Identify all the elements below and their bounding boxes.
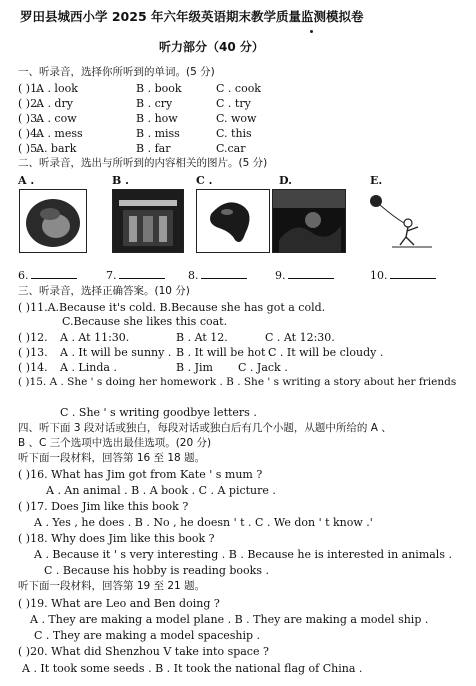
option-b: B . cry — [136, 97, 173, 110]
section4-heading-line1: 四、听下面 3 段对话或独白，每段对话或独白后有几个小题，从题中所给的 A 、 — [18, 422, 392, 434]
option-a: A . look — [36, 82, 78, 95]
option-a: A . At 11:30. — [60, 331, 130, 344]
material-1-intro: 听下面一段材料，回答第 16 至 18 题。 — [18, 452, 206, 464]
option-c: C. this — [216, 127, 252, 140]
question-15-option-c: C . She ' s writing goodbye letters . — [60, 406, 257, 419]
answer-blank-10[interactable] — [370, 268, 436, 282]
picture-letter-d: D. — [279, 174, 292, 187]
option-b: B . far — [136, 142, 171, 155]
picture-a-image — [19, 189, 87, 253]
question-16: ( )16. What has Jim got from Kate ' s mum ? — [18, 468, 263, 481]
answer-blank-9[interactable] — [275, 268, 334, 282]
question-1 — [18, 82, 458, 95]
question-number: ( )4. — [18, 127, 41, 140]
picture-c-image — [196, 189, 270, 253]
blank-number: 6. — [18, 269, 29, 282]
blank-number: 10. — [370, 269, 388, 282]
option-b: B . miss — [136, 127, 180, 140]
question-5 — [18, 142, 458, 155]
question-17-options: A . Yes , he does . B . No , he doesn ' t . C . We don ' t know .' — [34, 516, 373, 529]
question-number: ( )3. — [18, 112, 41, 125]
option-b: B . how — [136, 112, 178, 125]
option-a: A. bark — [36, 142, 77, 155]
question-20: ( )20. What did Shenzhou V take into space ? — [18, 645, 269, 658]
option-a: A . cow — [36, 112, 77, 125]
listening-part-heading: 听力部分（40 分） — [159, 40, 264, 54]
answer-blank-6[interactable] — [18, 268, 77, 282]
option-b: B . Jim — [176, 361, 213, 374]
question-20-options-ab: A . It took some seeds . B . It took the national flag of China . — [22, 662, 363, 675]
option-b: B . It will be hot . — [176, 346, 273, 359]
option-c: C . Jack . — [238, 361, 288, 374]
answer-blank-7[interactable] — [106, 268, 165, 282]
question-19: ( )19. What are Leo and Ben doing ? — [18, 597, 220, 610]
picture-e-image — [362, 189, 436, 251]
question-19-option-c: C . They are making a model spaceship . — [34, 629, 261, 642]
question-18-options-ab: A . Because it ' s very interesting . B . Because he is interested in animals . — [34, 548, 452, 561]
picture-letter-b: B . — [112, 174, 129, 187]
question-11-option-c: C.Because she likes this coat. — [62, 315, 228, 328]
question-number: ( )13. — [18, 346, 48, 359]
question-13 — [18, 346, 458, 359]
ink-dot — [310, 30, 313, 33]
exam-title: 罗田县城西小学 2025 年六年级英语期末教学质量监测模拟卷 — [20, 9, 364, 24]
option-c: C.car — [216, 142, 246, 155]
option-b: B . book — [136, 82, 182, 95]
option-a: A . mess — [36, 127, 83, 140]
blank-number: 8. — [188, 269, 199, 282]
question-number: ( )12. — [18, 331, 48, 344]
question-17: ( )17. Does Jim like this book ? — [18, 500, 189, 513]
option-c: C. wow — [216, 112, 257, 125]
option-a: A . dry — [36, 97, 73, 110]
picture-b-image — [112, 189, 184, 253]
question-16-options: A . An animal . B . A book . C . A picture . — [46, 484, 276, 497]
option-c: C . try — [216, 97, 251, 110]
question-14 — [18, 361, 458, 374]
question-number: ( )14. — [18, 361, 48, 374]
picture-letter-c: C . — [196, 174, 213, 187]
section1-heading: 一、听录音，选择你所听到的单词。(5 分) — [18, 66, 215, 78]
question-2 — [18, 97, 458, 110]
question-number: ( )2. — [18, 97, 41, 110]
picture-letter-e: E. — [370, 174, 383, 187]
option-a: A . It will be sunny . — [60, 346, 172, 359]
question-4 — [18, 127, 458, 140]
question-11: ( )11.A.Because it's cold. B.Because she has got a cold. — [18, 301, 326, 314]
section3-heading: 三、听录音，选择正确答案。(10 分) — [18, 285, 190, 297]
picture-letter-a: A . — [18, 174, 35, 187]
material-2-intro: 听下面一段材料，回答第 19 至 21 题。 — [18, 580, 206, 592]
question-15: ( )15. A . She ' s doing her homework . B . She ' s writing a story about her friends — [18, 376, 457, 388]
question-number: ( )1. — [18, 82, 41, 95]
blank-number: 7. — [106, 269, 117, 282]
option-c: C . At 12:30. — [265, 331, 335, 344]
option-c: C . It will be cloudy . — [268, 346, 384, 359]
picture-d-image — [272, 189, 346, 253]
answer-blank-8[interactable] — [188, 268, 247, 282]
blank-number: 9. — [275, 269, 286, 282]
question-number: ( )5. — [18, 142, 41, 155]
question-18-option-c: C . Because his hobby is reading books . — [44, 564, 269, 577]
section2-heading: 二、听录音，选出与所听到的内容相关的图片。(5 分) — [18, 157, 268, 169]
option-c: C . cook — [216, 82, 261, 95]
question-12 — [18, 331, 458, 344]
section4-heading-line2: B 、C 三个选项中选出最佳选项。(20 分) — [18, 437, 212, 449]
option-a: A . Linda . — [60, 361, 117, 374]
question-19-options-ab: A . They are making a model plane . B . They are making a model ship . — [30, 613, 429, 626]
option-b: B . At 12. — [176, 331, 228, 344]
question-18: ( )18. Why does Jim like this book ? — [18, 532, 215, 545]
question-3 — [18, 112, 458, 125]
